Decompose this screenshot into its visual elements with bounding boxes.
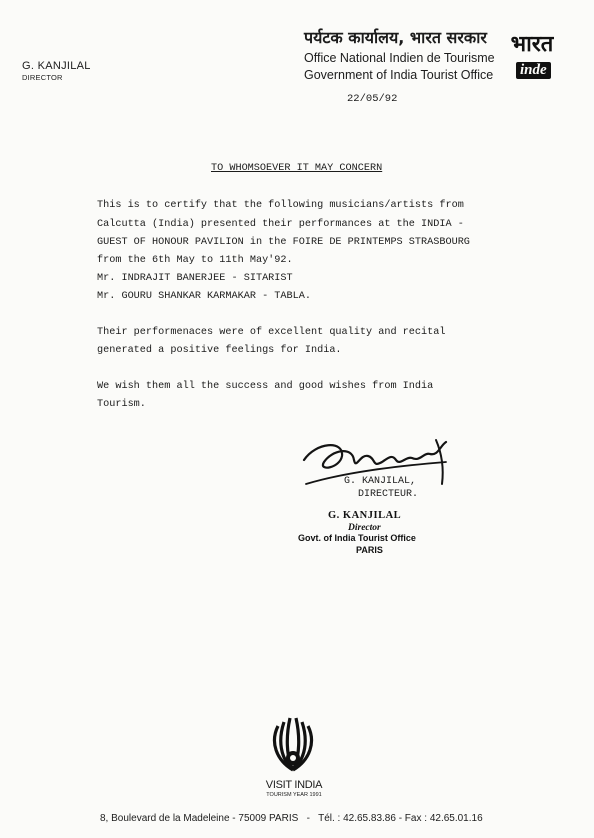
body-line: generated a positive feelings for India. <box>97 345 342 356</box>
body-line: Tourism. <box>97 399 146 410</box>
visit-india-emblem-icon <box>262 714 324 774</box>
sender-title: DIRECTOR <box>22 73 63 82</box>
stamp-office: Govt. of India Tourist Office <box>298 533 416 543</box>
letter-subject: TO WHOMSOEVER IT MAY CONCERN <box>211 163 383 174</box>
body-line: from the 6th May to 11th May'92. <box>97 255 293 266</box>
stamp-city: PARIS <box>356 545 383 555</box>
body-line: Mr. GOURU SHANKAR KARMAKAR - TABLA. <box>97 291 311 302</box>
letter-date: 22/05/92 <box>347 93 398 105</box>
body-line: This is to certify that the following musicians/artists from <box>97 200 464 211</box>
body-line: Calcutta (India) presented their performances at the INDIA - <box>97 219 464 230</box>
body-line: GUEST OF HONOUR PAVILION in the FOIRE DE PRINTEMPS STRASBOURG <box>97 237 470 248</box>
stamp-name: G. KANJILAL <box>328 510 402 521</box>
footer-address: 8, Boulevard de la Madeleine - 75009 PARIS - Tél. : 42.65.83.86 - Fax : 42.65.01.16 <box>100 813 483 824</box>
signatory-title: DIRECTEUR. <box>358 489 419 500</box>
letterhead-hindi: पर्यटक कार्यालय, भारत सरकार <box>304 28 487 47</box>
letterhead-english: Government of India Tourist Office <box>304 68 494 82</box>
sender-name: G. KANJILAL <box>22 60 91 72</box>
signatory-name: G. KANJILAL, <box>344 476 417 487</box>
emblem-subtitle: TOURISM YEAR 1991 <box>266 792 322 798</box>
body-line: Their performenaces were of excellent quality and recital <box>97 327 446 338</box>
body-line: We wish them all the success and good wishes from India <box>97 381 434 392</box>
body-line: Mr. INDRAJIT BANERJEE - SITARIST <box>97 273 293 284</box>
emblem-title: VISIT INDIA <box>265 779 323 791</box>
letterhead-french: Office National Indien de Tourisme <box>304 51 495 65</box>
stamp-title: Director <box>348 523 381 533</box>
bharat-inde-logo <box>494 28 570 84</box>
logo-inde-text: inde <box>516 62 551 79</box>
logo-hindi-text: भारत <box>510 32 554 57</box>
